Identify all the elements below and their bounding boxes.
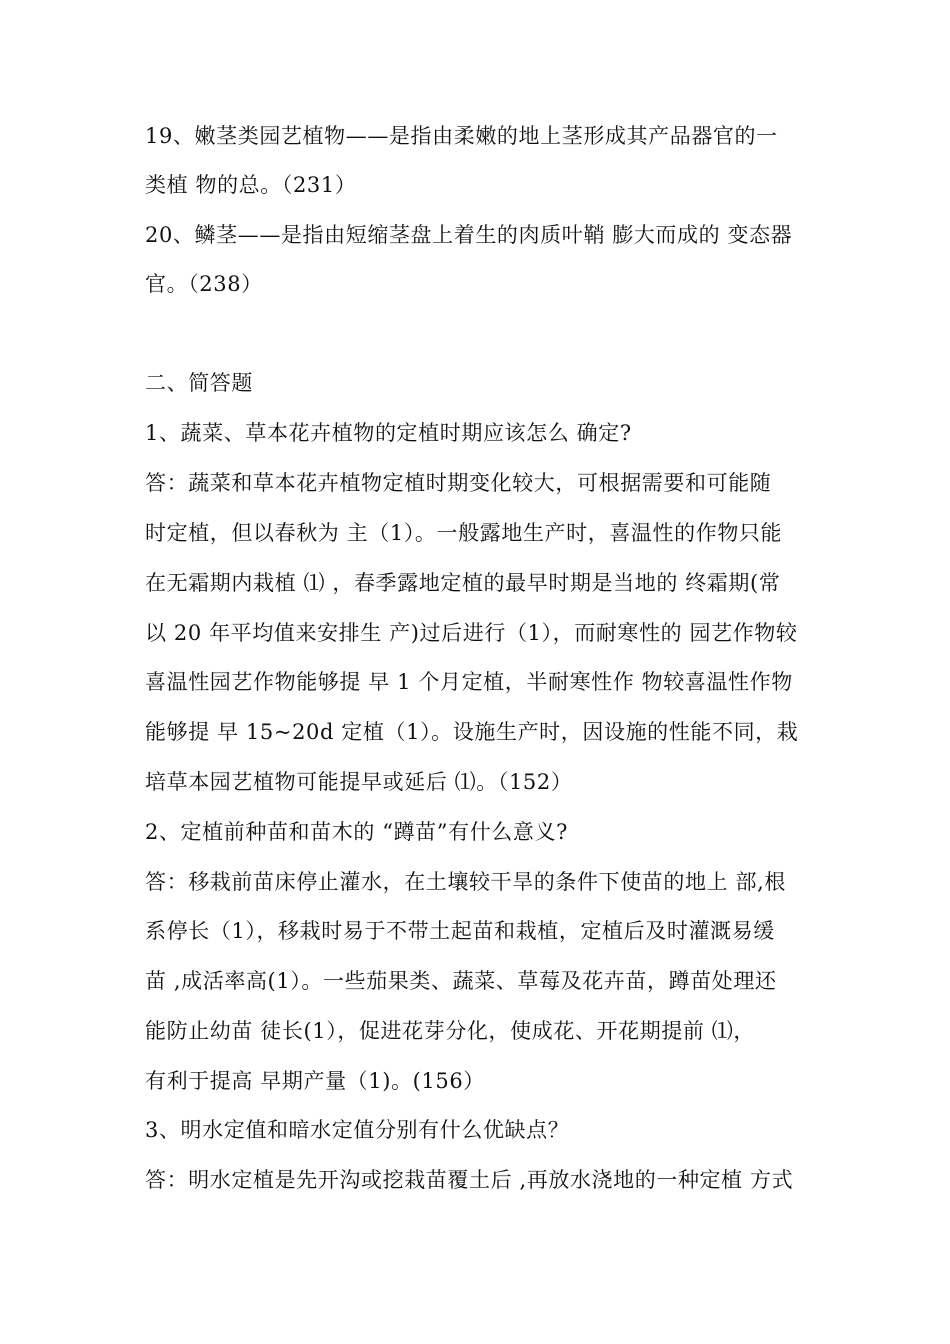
definition-20-line-2: 官。（238）: [145, 272, 263, 296]
answer-1-line-1: 答：蔬菜和草本花卉植物定植时期变化较大，可根据需要和可能随: [145, 471, 772, 495]
answer-1-line-6: 能够提 早 15~20d 定植（1）。设施生产时，因设施的性能不同，栽: [145, 720, 799, 744]
answer-2-line-1: 答：移栽前苗床停止灌水，在土壤较干旱的条件下使苗的地上 部,根: [145, 870, 786, 894]
answer-1-line-5: 喜温性园艺作物能够提 早 1 个月定植，半耐寒性作 物较喜温性作物: [145, 670, 793, 694]
answer-2-line-4: 能防止幼苗 徒长(1），促进花芽分化，使成花、开花期提前 ⑴，: [145, 1019, 756, 1043]
answer-3-line-1: 答：明水定植是先开沟或挖栽苗覆土后 ,再放水浇地的一种定植 方式: [145, 1168, 794, 1192]
answer-1-line-7: 培草本园艺植物可能提早或延后 ⑴。（152）: [145, 770, 573, 794]
definition-19-line-1: 19、嫩茎类园艺植物——是指由柔嫩的地上茎形成其产品器官的一: [145, 124, 778, 148]
answer-1-line-2: 时定植，但以春秋为 主（1）。一般露地生产时，喜温性的作物只能: [145, 521, 783, 545]
section-heading: 二、简答题: [145, 371, 253, 395]
answer-1-line-3: 在无霜期内栽植 ⑴ ，春季露地定植的最早时期是当地的 终霜期(常: [145, 571, 781, 595]
question-1: 1、蔬菜、草本花卉植物的定植时期应该怎么 确定?: [145, 421, 632, 445]
question-2: 2、定植前种苗和苗木的 “蹲苗”有什么意义?: [145, 820, 568, 844]
answer-2-line-2: 系停长（1），移栽时易于不带土起苗和栽植，定植后及时灌溉易缓: [145, 919, 775, 943]
answer-1-line-4: 以 20 年平均值来安排生 产)过后进行（1），而耐寒性的 园艺作物较: [145, 621, 798, 645]
question-3: 3、明水定值和暗水定值分别有什么优缺点？: [145, 1118, 570, 1142]
answer-2-line-5: 有利于提高 早期产量（1)。(156）: [145, 1069, 485, 1093]
answer-2-line-3: 苗 ,成活率高(1）。一些茄果类、蔬菜、草莓及花卉苗，蹲苗处理还: [145, 969, 777, 993]
definition-19-line-2: 类植 物的总。（231）: [145, 173, 357, 197]
definition-20-line-1: 20、鳞茎——是指由短缩茎盘上着生的肉质叶鞘 膨大而成的 变态器: [145, 223, 793, 247]
